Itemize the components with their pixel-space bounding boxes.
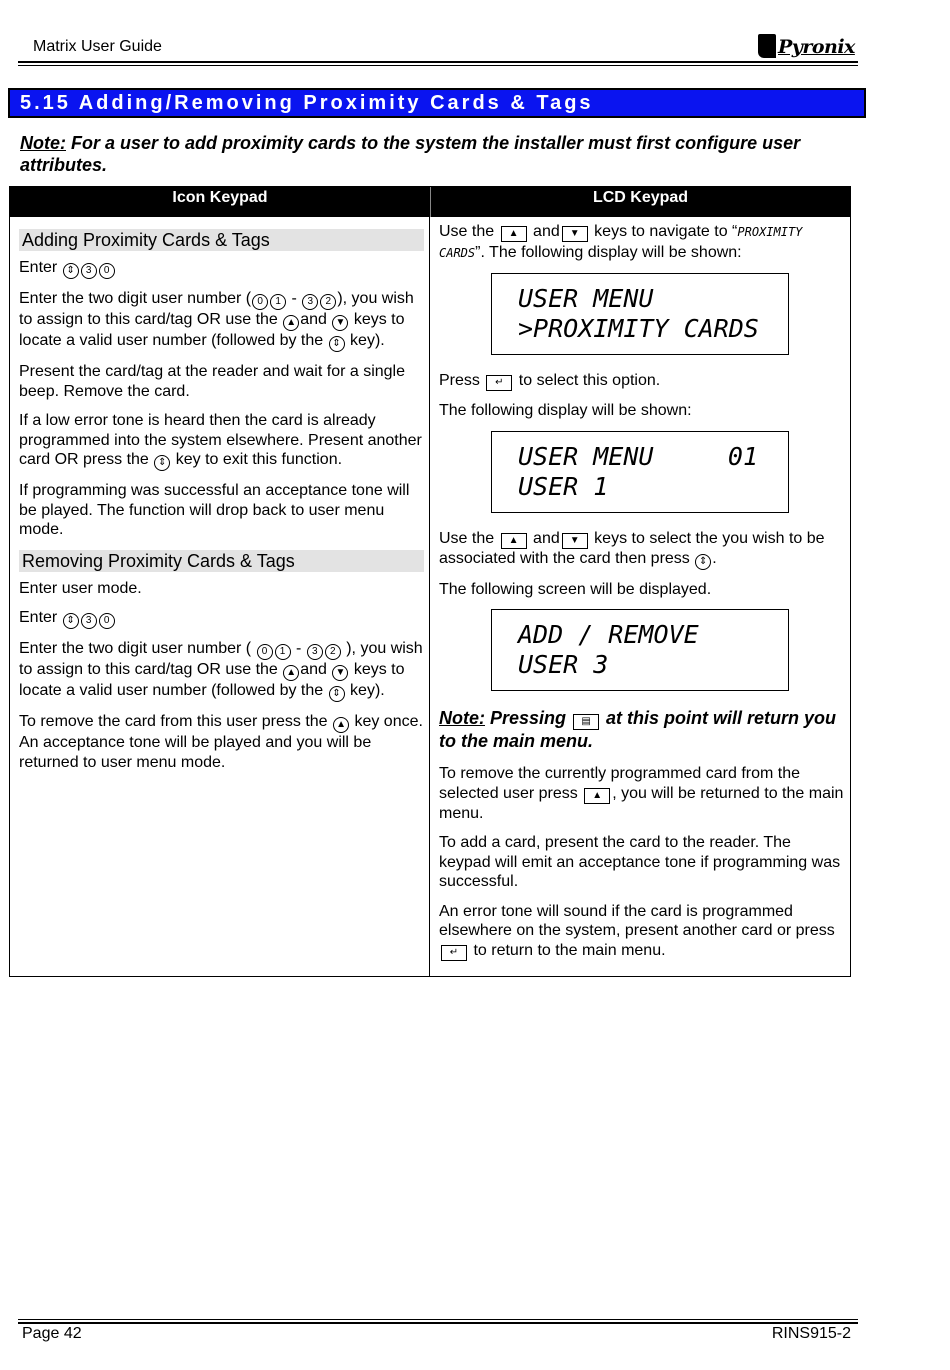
lcd-keypad-column <box>439 217 844 971</box>
down-key-icon: ▼ <box>562 226 588 242</box>
logo-mark-icon <box>758 34 776 58</box>
digit-1-icon: 1 <box>275 644 291 660</box>
lcd-line-1: USER MENU <box>518 441 654 471</box>
digit-2-icon: 2 <box>320 294 336 310</box>
add-step-error-tone: If a low error tone is heard then the card is already programmed into the system elsewhere. Present another card OR press the ⇕ key to exit this function. <box>19 411 424 471</box>
lcd-display-user-menu <box>491 273 789 355</box>
lcd-line-1: USER MENU <box>518 284 654 313</box>
down-key-icon: ▼ <box>332 315 348 331</box>
lcd-step-error-tone: An error tone will sound if the card is programmed elsewhere on the system, present another card or press ↵ to return to the main menu. <box>439 902 835 959</box>
icon-keypad-column <box>19 217 424 782</box>
menu-key-icon: ⇕ <box>695 554 711 570</box>
lcd-line-2: USER 3 <box>518 650 609 679</box>
add-step-present-card: Present the card/tag at the reader and wait for a single beep. Remove the card. <box>19 363 406 400</box>
adding-heading: Adding Proximity Cards & Tags <box>19 229 424 251</box>
menu-key-icon: ⇕ <box>154 455 170 471</box>
footer-rule-thin <box>18 1319 858 1320</box>
rem-step-user-number: Enter the two digit user number ( 0 1 - 3 2 ), you wish to assign to this card/tag OR use the ▲ and ▼ keys to locate a valid user number (followed by the ⇕ key). <box>19 639 424 702</box>
lcd-display-add-remove <box>491 609 789 691</box>
document-reference: RINS915-2 <box>771 1325 851 1342</box>
column-divider <box>429 217 430 977</box>
menu-key-icon: ⇕ <box>63 613 79 629</box>
header-rule <box>18 61 858 63</box>
removing-heading: Removing Proximity Cards & Tags <box>19 550 424 572</box>
proximity-cards-lcd-text: PROXIMITY CARDS <box>439 225 803 260</box>
lcd-step-display-shown: The following display will be shown: <box>439 402 692 419</box>
add-step-user-number: Enter the two digit user number ( 0 1 - 3 2 ), you wish to assign to this card/tag OR use the ▲ and ▼ keys to locate a valid user number (followed by the ⇕ key). <box>19 289 424 352</box>
menu-key-icon: ⇕ <box>329 686 345 702</box>
header-lcd-keypad: LCD Keypad <box>592 189 689 206</box>
rem-step-remove-card: To remove the card from this user press the ▲ key once. An acceptance tone will be played and you will be returned to user menu mode. <box>19 713 423 771</box>
up-key-icon: ▲ <box>283 315 299 331</box>
up-key-icon: ▲ <box>283 665 299 681</box>
down-key-icon: ▼ <box>562 533 588 549</box>
add-step-success: If programming was successful an acceptance tone will be played. The function will drop back to user menu mode. <box>19 482 410 538</box>
lcd-step-remove-card: To remove the currently programmed card from the selected user press ▲ , you will be returned to the main menu. <box>439 765 844 822</box>
enter-key-icon: ↵ <box>486 375 512 391</box>
digit-2-icon: 2 <box>325 644 341 660</box>
up-key-icon: ▲ <box>584 788 610 804</box>
header-title: Matrix User Guide <box>33 38 162 55</box>
header-icon-keypad: Icon Keypad <box>172 189 268 206</box>
section-title: 5.15 Adding/Removing Proximity Cards & Tags <box>8 88 866 118</box>
note-label: Note: <box>20 133 66 153</box>
digit-0-icon: 0 <box>99 263 115 279</box>
rem-step-user-mode: Enter user mode. <box>19 579 142 597</box>
lcd-step-press-enter: Press ↵ to select this option. <box>439 372 661 389</box>
table-header <box>10 187 850 217</box>
pyronix-logo <box>758 28 855 58</box>
menu-key-icon: ⇕ <box>63 263 79 279</box>
logo-text: Pyronix <box>778 36 855 58</box>
digit-0-icon: 0 <box>99 613 115 629</box>
footer-rule <box>18 1322 858 1324</box>
installer-note <box>20 132 860 176</box>
digit-3-icon: 3 <box>302 294 318 310</box>
rem-step-enter: Enter ⇕ 3 0 <box>19 608 424 629</box>
lcd-user-number: 01 <box>727 441 758 471</box>
lcd-step-add-card: To add a card, present the card to the reader. The keypad will emit an acceptance tone if programming was successful. <box>439 834 841 890</box>
note-text: For a user to add proximity cards to the system the installer must first configure user attributes. <box>20 133 801 175</box>
lcd-line-2: USER 1 <box>518 471 609 501</box>
up-key-icon: ▲ <box>333 717 349 733</box>
header-rule-thin <box>18 65 858 66</box>
digit-3-icon: 3 <box>81 263 97 279</box>
up-key-icon: ▲ <box>501 533 527 549</box>
add-step-enter: Enter ⇕ 3 0 <box>19 258 424 279</box>
page-number: Page 42 <box>22 1325 82 1342</box>
digit-0-icon: 0 <box>257 644 273 660</box>
instructions-table <box>9 186 851 977</box>
digit-3-icon: 3 <box>81 613 97 629</box>
digit-1-icon: 1 <box>270 294 286 310</box>
lcd-line-2: >PROXIMITY CARDS <box>518 314 759 343</box>
main-menu-note: Note: Pressing ▤ at this point will return you to the main menu. <box>439 708 837 751</box>
enter-key-icon: ↵ <box>441 945 467 961</box>
lcd-step-screen-displayed: The following screen will be displayed. <box>439 580 712 598</box>
lcd-step-select-user: Use the ▲ and ▼ keys to select the you wish to be associated with the card then press ⇕ . <box>439 529 844 570</box>
up-key-icon: ▲ <box>501 226 527 242</box>
lcd-display-user-select <box>491 431 789 513</box>
lcd-step-navigate: Use the ▲ and ▼ keys to navigate to “PROXIMITY CARDS”. The following display will be shown: <box>439 223 803 261</box>
book-key-icon: ▤ <box>573 714 599 730</box>
digit-0-icon: 0 <box>252 294 268 310</box>
lcd-line-1: ADD / REMOVE <box>518 620 699 649</box>
digit-3-icon: 3 <box>307 644 323 660</box>
down-key-icon: ▼ <box>332 665 348 681</box>
note-label: Note: <box>439 708 485 728</box>
menu-key-icon: ⇕ <box>329 336 345 352</box>
